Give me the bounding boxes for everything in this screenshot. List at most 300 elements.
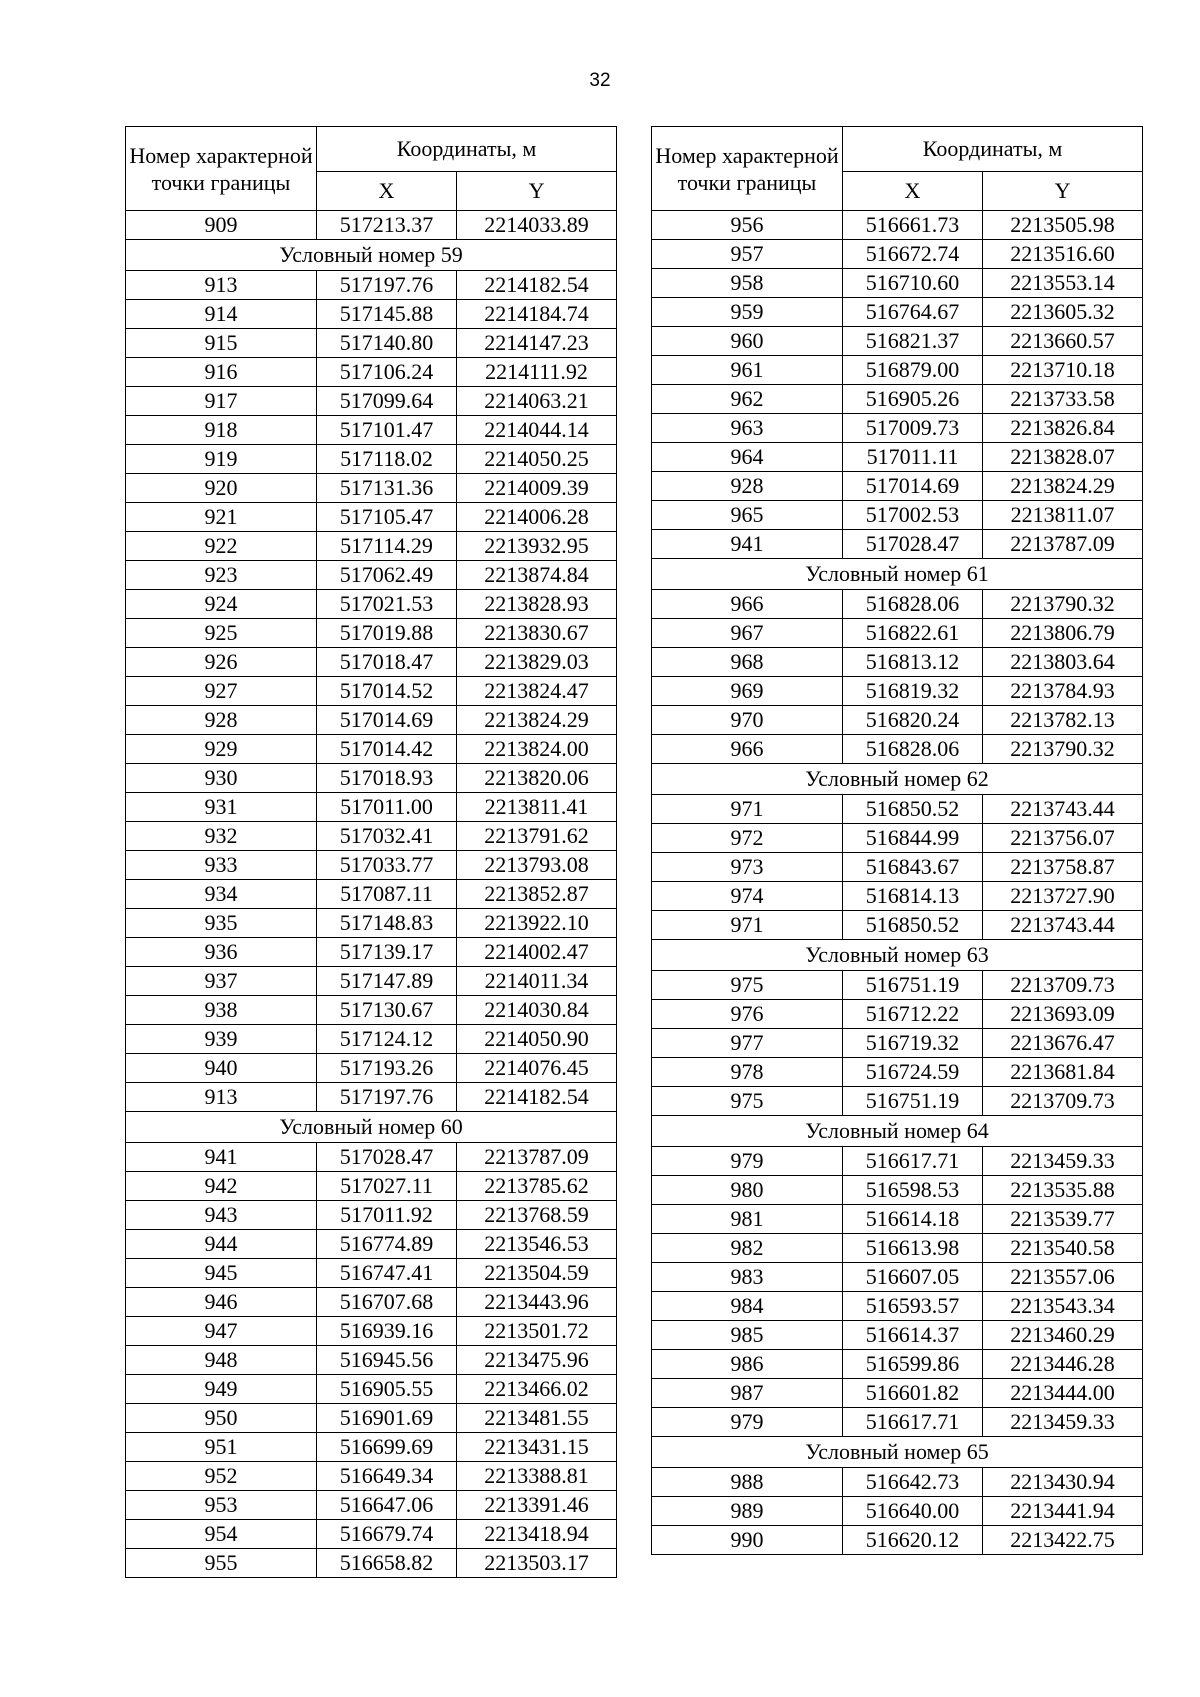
section-title: Условный номер 61 bbox=[652, 559, 1143, 590]
section-row bbox=[652, 940, 1143, 971]
point-number-cell: 927 bbox=[126, 677, 317, 706]
x-coordinate-cell: 516640.00 bbox=[843, 1497, 983, 1526]
y-column-header: Y bbox=[983, 172, 1143, 211]
y-coordinate-cell: 2213727.90 bbox=[983, 882, 1143, 911]
point-number-cell: 945 bbox=[126, 1259, 317, 1288]
table-row bbox=[652, 1379, 1143, 1408]
section-row bbox=[126, 1112, 617, 1143]
x-coordinate-cell: 517018.93 bbox=[317, 764, 457, 793]
table-row bbox=[652, 240, 1143, 269]
y-coordinate-cell: 2213504.59 bbox=[457, 1259, 617, 1288]
x-coordinate-cell: 517099.64 bbox=[317, 387, 457, 416]
table-row bbox=[126, 445, 617, 474]
section-title: Условный номер 65 bbox=[652, 1437, 1143, 1468]
table-row bbox=[652, 1205, 1143, 1234]
point-number-cell: 953 bbox=[126, 1491, 317, 1520]
y-coordinate-cell: 2213922.10 bbox=[457, 909, 617, 938]
table-row bbox=[652, 211, 1143, 240]
y-coordinate-cell: 2213676.47 bbox=[983, 1029, 1143, 1058]
point-number-cell: 963 bbox=[652, 414, 843, 443]
y-coordinate-cell: 2213446.28 bbox=[983, 1350, 1143, 1379]
x-coordinate-cell: 516843.67 bbox=[843, 853, 983, 882]
table-row bbox=[652, 1176, 1143, 1205]
table-row bbox=[126, 329, 617, 358]
x-coordinate-cell: 516593.57 bbox=[843, 1292, 983, 1321]
point-number-cell: 922 bbox=[126, 532, 317, 561]
point-number-cell: 980 bbox=[652, 1176, 843, 1205]
point-number-cell: 935 bbox=[126, 909, 317, 938]
x-coordinate-cell: 517032.41 bbox=[317, 822, 457, 851]
table-row bbox=[126, 358, 617, 387]
point-number-cell: 941 bbox=[652, 530, 843, 559]
y-coordinate-cell: 2213743.44 bbox=[983, 911, 1143, 940]
table-row bbox=[126, 1172, 617, 1201]
x-coordinate-cell: 516598.53 bbox=[843, 1176, 983, 1205]
point-number-cell: 970 bbox=[652, 706, 843, 735]
point-number-cell: 989 bbox=[652, 1497, 843, 1526]
x-coordinate-cell: 516679.74 bbox=[317, 1520, 457, 1549]
table-row bbox=[126, 1520, 617, 1549]
point-number-cell: 952 bbox=[126, 1462, 317, 1491]
point-number-cell: 939 bbox=[126, 1025, 317, 1054]
coordinates-header: Координаты, м bbox=[843, 127, 1143, 172]
point-number-cell: 973 bbox=[652, 853, 843, 882]
y-coordinate-cell: 2213693.09 bbox=[983, 1000, 1143, 1029]
table-row bbox=[652, 472, 1143, 501]
y-coordinate-cell: 2213824.29 bbox=[983, 472, 1143, 501]
point-number-cell: 972 bbox=[652, 824, 843, 853]
y-coordinate-cell: 2213824.29 bbox=[457, 706, 617, 735]
point-number-cell: 965 bbox=[652, 501, 843, 530]
y-coordinate-cell: 2213733.58 bbox=[983, 385, 1143, 414]
section-title: Условный номер 59 bbox=[126, 240, 617, 271]
point-number-cell: 942 bbox=[126, 1172, 317, 1201]
y-coordinate-cell: 2213824.00 bbox=[457, 735, 617, 764]
y-coordinate-cell: 2214182.54 bbox=[457, 1083, 617, 1112]
y-coordinate-cell: 2213503.17 bbox=[457, 1549, 617, 1578]
table-row bbox=[126, 300, 617, 329]
y-coordinate-cell: 2213605.32 bbox=[983, 298, 1143, 327]
x-coordinate-cell: 516719.32 bbox=[843, 1029, 983, 1058]
y-coordinate-cell: 2214044.14 bbox=[457, 416, 617, 445]
x-coordinate-cell: 517014.69 bbox=[843, 472, 983, 501]
table-row bbox=[652, 1000, 1143, 1029]
table-row bbox=[126, 474, 617, 503]
x-column-header: X bbox=[317, 172, 457, 211]
table-row bbox=[126, 1462, 617, 1491]
section-row bbox=[652, 764, 1143, 795]
y-coordinate-cell: 2214050.25 bbox=[457, 445, 617, 474]
point-number-cell: 933 bbox=[126, 851, 317, 880]
point-number-cell: 948 bbox=[126, 1346, 317, 1375]
table-row bbox=[652, 1321, 1143, 1350]
y-coordinate-cell: 2213793.08 bbox=[457, 851, 617, 880]
table-row bbox=[652, 1350, 1143, 1379]
table-row bbox=[652, 1029, 1143, 1058]
x-coordinate-cell: 516828.06 bbox=[843, 590, 983, 619]
y-coordinate-cell: 2213826.84 bbox=[983, 414, 1143, 443]
section-title: Условный номер 60 bbox=[126, 1112, 617, 1143]
table-row bbox=[126, 706, 617, 735]
point-number-cell: 959 bbox=[652, 298, 843, 327]
point-number-cell: 987 bbox=[652, 1379, 843, 1408]
point-number-cell: 919 bbox=[126, 445, 317, 474]
table-row bbox=[652, 706, 1143, 735]
x-coordinate-cell: 517130.67 bbox=[317, 996, 457, 1025]
point-number-cell: 947 bbox=[126, 1317, 317, 1346]
y-coordinate-cell: 2214182.54 bbox=[457, 271, 617, 300]
point-number-cell: 976 bbox=[652, 1000, 843, 1029]
point-number-cell: 916 bbox=[126, 358, 317, 387]
x-coordinate-cell: 516828.06 bbox=[843, 735, 983, 764]
point-number-cell: 925 bbox=[126, 619, 317, 648]
point-number-cell: 937 bbox=[126, 967, 317, 996]
x-coordinate-cell: 517145.88 bbox=[317, 300, 457, 329]
y-coordinate-cell: 2213516.60 bbox=[983, 240, 1143, 269]
table-row bbox=[126, 619, 617, 648]
table-row bbox=[126, 677, 617, 706]
y-coordinate-cell: 2213782.13 bbox=[983, 706, 1143, 735]
x-coordinate-cell: 517027.11 bbox=[317, 1172, 457, 1201]
table-row bbox=[126, 532, 617, 561]
x-coordinate-cell: 516599.86 bbox=[843, 1350, 983, 1379]
table-row bbox=[126, 211, 617, 240]
table-row bbox=[126, 880, 617, 909]
y-coordinate-cell: 2213756.07 bbox=[983, 824, 1143, 853]
y-coordinate-cell: 2213811.41 bbox=[457, 793, 617, 822]
x-coordinate-cell: 517002.53 bbox=[843, 501, 983, 530]
y-coordinate-cell: 2213768.59 bbox=[457, 1201, 617, 1230]
point-number-cell: 962 bbox=[652, 385, 843, 414]
y-coordinate-cell: 2213459.33 bbox=[983, 1408, 1143, 1437]
table-row bbox=[126, 416, 617, 445]
table-row bbox=[126, 561, 617, 590]
point-number-cell: 920 bbox=[126, 474, 317, 503]
y-coordinate-cell: 2213830.67 bbox=[457, 619, 617, 648]
x-coordinate-cell: 516614.18 bbox=[843, 1205, 983, 1234]
point-number-cell: 958 bbox=[652, 269, 843, 298]
point-number-cell: 914 bbox=[126, 300, 317, 329]
table-row bbox=[652, 1234, 1143, 1263]
y-coordinate-cell: 2213557.06 bbox=[983, 1263, 1143, 1292]
table-body bbox=[126, 211, 617, 1578]
point-number-cell: 978 bbox=[652, 1058, 843, 1087]
x-coordinate-cell: 516821.37 bbox=[843, 327, 983, 356]
table-row bbox=[126, 1491, 617, 1520]
table-row bbox=[126, 503, 617, 532]
table-row bbox=[126, 938, 617, 967]
table-row bbox=[126, 822, 617, 851]
x-coordinate-cell: 516614.37 bbox=[843, 1321, 983, 1350]
y-coordinate-cell: 2213791.62 bbox=[457, 822, 617, 851]
x-coordinate-cell: 516751.19 bbox=[843, 1087, 983, 1116]
point-number-cell: 946 bbox=[126, 1288, 317, 1317]
x-coordinate-cell: 517105.47 bbox=[317, 503, 457, 532]
x-coordinate-cell: 517011.11 bbox=[843, 443, 983, 472]
coordinates-table-right bbox=[651, 126, 1143, 1555]
x-coordinate-cell: 516905.55 bbox=[317, 1375, 457, 1404]
y-coordinate-cell: 2214063.21 bbox=[457, 387, 617, 416]
table-row bbox=[652, 590, 1143, 619]
x-coordinate-cell: 516945.56 bbox=[317, 1346, 457, 1375]
y-coordinate-cell: 2213535.88 bbox=[983, 1176, 1143, 1205]
table-row bbox=[652, 911, 1143, 940]
section-title: Условный номер 62 bbox=[652, 764, 1143, 795]
y-coordinate-cell: 2214147.23 bbox=[457, 329, 617, 358]
x-coordinate-cell: 516710.60 bbox=[843, 269, 983, 298]
x-coordinate-cell: 516658.82 bbox=[317, 1549, 457, 1578]
y-coordinate-cell: 2214011.34 bbox=[457, 967, 617, 996]
point-number-cell: 983 bbox=[652, 1263, 843, 1292]
x-coordinate-cell: 516844.99 bbox=[843, 824, 983, 853]
point-number-cell: 929 bbox=[126, 735, 317, 764]
point-number-cell: 926 bbox=[126, 648, 317, 677]
table-row bbox=[126, 1230, 617, 1259]
x-coordinate-cell: 516613.98 bbox=[843, 1234, 983, 1263]
table-row bbox=[126, 1288, 617, 1317]
x-coordinate-cell: 517021.53 bbox=[317, 590, 457, 619]
table-row bbox=[652, 1058, 1143, 1087]
x-coordinate-cell: 516672.74 bbox=[843, 240, 983, 269]
table-row bbox=[652, 882, 1143, 911]
table-row bbox=[126, 793, 617, 822]
x-coordinate-cell: 517014.52 bbox=[317, 677, 457, 706]
x-coordinate-cell: 517148.83 bbox=[317, 909, 457, 938]
table-row bbox=[126, 967, 617, 996]
y-coordinate-cell: 2214030.84 bbox=[457, 996, 617, 1025]
y-coordinate-cell: 2213418.94 bbox=[457, 1520, 617, 1549]
y-coordinate-cell: 2213546.53 bbox=[457, 1230, 617, 1259]
table-row bbox=[652, 1497, 1143, 1526]
y-coordinate-cell: 2213430.94 bbox=[983, 1468, 1143, 1497]
point-number-cell: 957 bbox=[652, 240, 843, 269]
y-coordinate-cell: 2213785.62 bbox=[457, 1172, 617, 1201]
section-title: Условный номер 64 bbox=[652, 1116, 1143, 1147]
point-number-cell: 988 bbox=[652, 1468, 843, 1497]
point-number-cell: 924 bbox=[126, 590, 317, 619]
y-coordinate-cell: 2213828.07 bbox=[983, 443, 1143, 472]
x-coordinate-cell: 517193.26 bbox=[317, 1054, 457, 1083]
x-coordinate-cell: 517009.73 bbox=[843, 414, 983, 443]
table-row bbox=[126, 648, 617, 677]
y-coordinate-cell: 2213660.57 bbox=[983, 327, 1143, 356]
table-body bbox=[652, 211, 1143, 1555]
x-column-header: X bbox=[843, 172, 983, 211]
x-coordinate-cell: 516751.19 bbox=[843, 971, 983, 1000]
x-coordinate-cell: 516939.16 bbox=[317, 1317, 457, 1346]
table-row bbox=[652, 1468, 1143, 1497]
x-coordinate-cell: 517213.37 bbox=[317, 211, 457, 240]
point-number-cell: 981 bbox=[652, 1205, 843, 1234]
x-coordinate-cell: 516901.69 bbox=[317, 1404, 457, 1433]
y-coordinate-cell: 2213820.06 bbox=[457, 764, 617, 793]
x-coordinate-cell: 516607.05 bbox=[843, 1263, 983, 1292]
y-coordinate-cell: 2214006.28 bbox=[457, 503, 617, 532]
point-number-cell: 949 bbox=[126, 1375, 317, 1404]
table-row bbox=[652, 414, 1143, 443]
x-coordinate-cell: 517124.12 bbox=[317, 1025, 457, 1054]
table-row bbox=[126, 1404, 617, 1433]
point-number-cell: 923 bbox=[126, 561, 317, 590]
y-coordinate-cell: 2214184.74 bbox=[457, 300, 617, 329]
x-coordinate-cell: 516813.12 bbox=[843, 648, 983, 677]
point-number-cell: 944 bbox=[126, 1230, 317, 1259]
y-coordinate-cell: 2213543.34 bbox=[983, 1292, 1143, 1321]
coordinates-table-left bbox=[125, 126, 617, 1578]
table-row bbox=[126, 1054, 617, 1083]
y-coordinate-cell: 2213475.96 bbox=[457, 1346, 617, 1375]
y-coordinate-cell: 2213852.87 bbox=[457, 880, 617, 909]
y-coordinate-cell: 2213391.46 bbox=[457, 1491, 617, 1520]
y-coordinate-cell: 2213811.07 bbox=[983, 501, 1143, 530]
table-row bbox=[126, 387, 617, 416]
x-coordinate-cell: 516617.71 bbox=[843, 1147, 983, 1176]
y-coordinate-cell: 2214050.90 bbox=[457, 1025, 617, 1054]
y-coordinate-cell: 2213787.09 bbox=[457, 1143, 617, 1172]
point-number-cell: 940 bbox=[126, 1054, 317, 1083]
section-row bbox=[652, 1437, 1143, 1468]
point-number-cell: 968 bbox=[652, 648, 843, 677]
y-column-header: Y bbox=[457, 172, 617, 211]
x-coordinate-cell: 517018.47 bbox=[317, 648, 457, 677]
y-coordinate-cell: 2213784.93 bbox=[983, 677, 1143, 706]
point-number-cell: 931 bbox=[126, 793, 317, 822]
table-row bbox=[126, 1433, 617, 1462]
x-coordinate-cell: 516617.71 bbox=[843, 1408, 983, 1437]
point-number-cell: 928 bbox=[652, 472, 843, 501]
y-coordinate-cell: 2213709.73 bbox=[983, 971, 1143, 1000]
table-row bbox=[126, 1346, 617, 1375]
x-coordinate-cell: 516822.61 bbox=[843, 619, 983, 648]
x-coordinate-cell: 517139.17 bbox=[317, 938, 457, 967]
x-coordinate-cell: 516879.00 bbox=[843, 356, 983, 385]
y-coordinate-cell: 2213829.03 bbox=[457, 648, 617, 677]
y-coordinate-cell: 2213539.77 bbox=[983, 1205, 1143, 1234]
x-coordinate-cell: 516642.73 bbox=[843, 1468, 983, 1497]
x-coordinate-cell: 517118.02 bbox=[317, 445, 457, 474]
point-number-cell: 936 bbox=[126, 938, 317, 967]
y-coordinate-cell: 2214009.39 bbox=[457, 474, 617, 503]
point-number-cell: 971 bbox=[652, 911, 843, 940]
x-coordinate-cell: 516764.67 bbox=[843, 298, 983, 327]
table-row bbox=[652, 443, 1143, 472]
table-row bbox=[126, 1259, 617, 1288]
x-coordinate-cell: 517101.47 bbox=[317, 416, 457, 445]
x-coordinate-cell: 516647.06 bbox=[317, 1491, 457, 1520]
y-coordinate-cell: 2213758.87 bbox=[983, 853, 1143, 882]
point-number-cell: 964 bbox=[652, 443, 843, 472]
x-coordinate-cell: 517114.29 bbox=[317, 532, 457, 561]
table-row bbox=[126, 1201, 617, 1230]
point-number-header: Номер характерной точки границы bbox=[652, 127, 843, 211]
y-coordinate-cell: 2213709.73 bbox=[983, 1087, 1143, 1116]
y-coordinate-cell: 2213824.47 bbox=[457, 677, 617, 706]
section-row bbox=[126, 240, 617, 271]
y-coordinate-cell: 2213540.58 bbox=[983, 1234, 1143, 1263]
table-row bbox=[126, 1143, 617, 1172]
x-coordinate-cell: 516747.41 bbox=[317, 1259, 457, 1288]
y-coordinate-cell: 2213806.79 bbox=[983, 619, 1143, 648]
x-coordinate-cell: 517131.36 bbox=[317, 474, 457, 503]
table-row bbox=[652, 735, 1143, 764]
x-coordinate-cell: 517028.47 bbox=[317, 1143, 457, 1172]
y-coordinate-cell: 2213787.09 bbox=[983, 530, 1143, 559]
x-coordinate-cell: 517011.00 bbox=[317, 793, 457, 822]
x-coordinate-cell: 516850.52 bbox=[843, 795, 983, 824]
table-row bbox=[126, 851, 617, 880]
point-number-cell: 975 bbox=[652, 971, 843, 1000]
point-number-cell: 971 bbox=[652, 795, 843, 824]
point-number-cell: 909 bbox=[126, 211, 317, 240]
table-row bbox=[652, 648, 1143, 677]
x-coordinate-cell: 516820.24 bbox=[843, 706, 983, 735]
y-coordinate-cell: 2213431.15 bbox=[457, 1433, 617, 1462]
table-row bbox=[652, 1263, 1143, 1292]
table-row bbox=[652, 327, 1143, 356]
x-coordinate-cell: 516905.26 bbox=[843, 385, 983, 414]
x-coordinate-cell: 517147.89 bbox=[317, 967, 457, 996]
point-number-cell: 921 bbox=[126, 503, 317, 532]
x-coordinate-cell: 517014.69 bbox=[317, 706, 457, 735]
point-number-cell: 913 bbox=[126, 1083, 317, 1112]
table-row bbox=[652, 795, 1143, 824]
y-coordinate-cell: 2214111.92 bbox=[457, 358, 617, 387]
y-coordinate-cell: 2213790.32 bbox=[983, 590, 1143, 619]
x-coordinate-cell: 517014.42 bbox=[317, 735, 457, 764]
y-coordinate-cell: 2213828.93 bbox=[457, 590, 617, 619]
x-coordinate-cell: 516620.12 bbox=[843, 1526, 983, 1555]
table-row bbox=[126, 1025, 617, 1054]
point-number-cell: 982 bbox=[652, 1234, 843, 1263]
x-coordinate-cell: 516601.82 bbox=[843, 1379, 983, 1408]
point-number-cell: 917 bbox=[126, 387, 317, 416]
y-coordinate-cell: 2213444.00 bbox=[983, 1379, 1143, 1408]
section-title: Условный номер 63 bbox=[652, 940, 1143, 971]
table-row bbox=[652, 1408, 1143, 1437]
x-coordinate-cell: 516819.32 bbox=[843, 677, 983, 706]
x-coordinate-cell: 517087.11 bbox=[317, 880, 457, 909]
table-header bbox=[652, 127, 1143, 211]
page-number: 32 bbox=[589, 70, 611, 91]
point-number-cell: 975 bbox=[652, 1087, 843, 1116]
point-number-cell: 954 bbox=[126, 1520, 317, 1549]
x-coordinate-cell: 517140.80 bbox=[317, 329, 457, 358]
point-number-cell: 943 bbox=[126, 1201, 317, 1230]
point-number-cell: 951 bbox=[126, 1433, 317, 1462]
section-row bbox=[652, 559, 1143, 590]
table-row bbox=[126, 909, 617, 938]
y-coordinate-cell: 2213874.84 bbox=[457, 561, 617, 590]
point-number-cell: 961 bbox=[652, 356, 843, 385]
y-coordinate-cell: 2213466.02 bbox=[457, 1375, 617, 1404]
point-number-cell: 966 bbox=[652, 590, 843, 619]
table-row bbox=[652, 1526, 1143, 1555]
x-coordinate-cell: 517019.88 bbox=[317, 619, 457, 648]
point-number-cell: 932 bbox=[126, 822, 317, 851]
x-coordinate-cell: 517062.49 bbox=[317, 561, 457, 590]
point-number-cell: 938 bbox=[126, 996, 317, 1025]
y-coordinate-cell: 2214033.89 bbox=[457, 211, 617, 240]
table-row bbox=[652, 385, 1143, 414]
point-number-cell: 974 bbox=[652, 882, 843, 911]
table-row bbox=[126, 1549, 617, 1578]
point-number-cell: 966 bbox=[652, 735, 843, 764]
x-coordinate-cell: 516850.52 bbox=[843, 911, 983, 940]
y-coordinate-cell: 2214002.47 bbox=[457, 938, 617, 967]
table-row bbox=[652, 1087, 1143, 1116]
point-number-cell: 986 bbox=[652, 1350, 843, 1379]
y-coordinate-cell: 2213459.33 bbox=[983, 1147, 1143, 1176]
